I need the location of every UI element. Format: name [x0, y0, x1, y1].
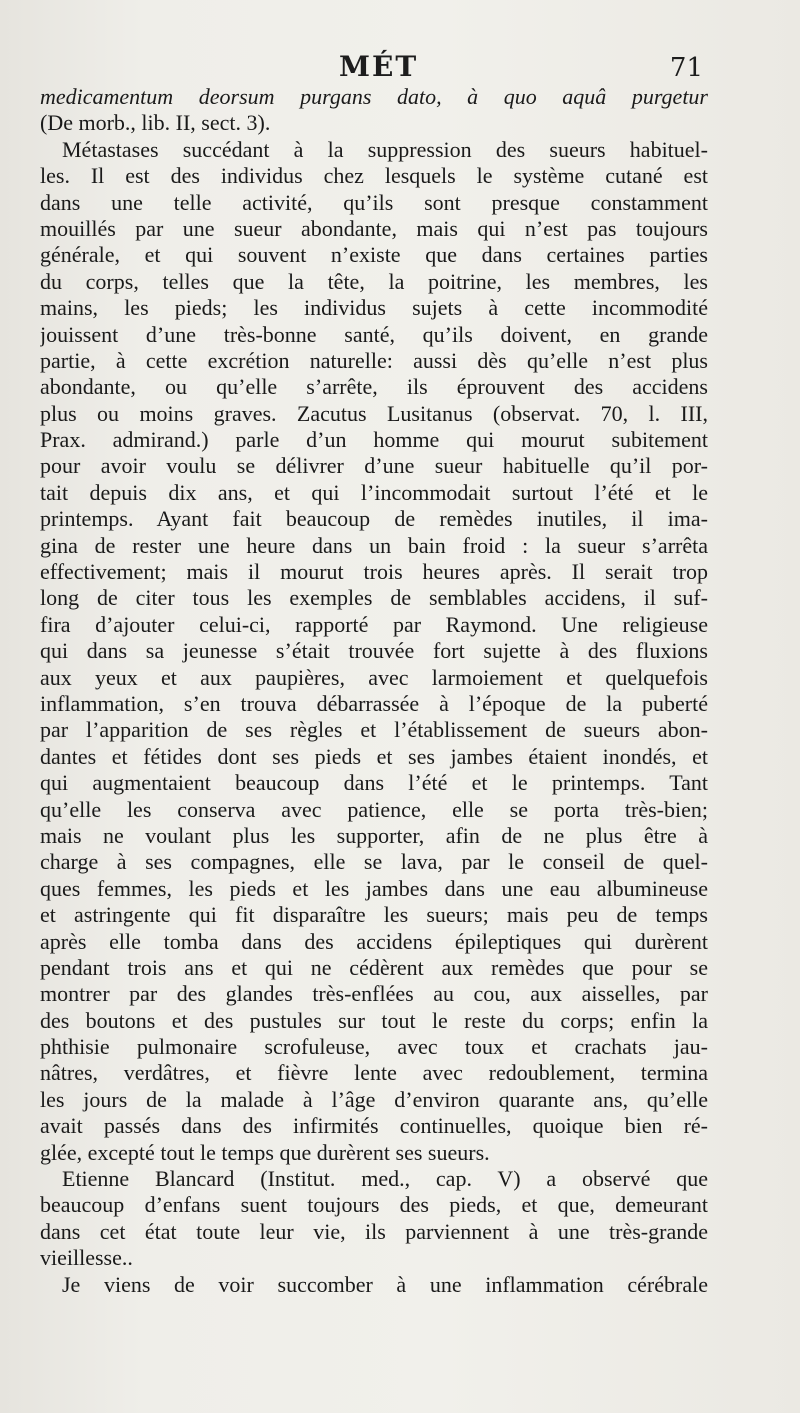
text-line: tait depuis dix ans, et qui l’incommodait surtout l’été et le	[40, 479, 708, 505]
text-line: beaucoup d’enfans suent toujours des pieds, et que, demeurant	[40, 1192, 708, 1218]
text-line: Prax. admirand.) parle d’un homme qui mourut subitement	[40, 427, 708, 453]
page-header	[0, 50, 800, 86]
text-line: fira d’ajouter celui-ci, rapporté par Raymond. Une religieuse	[40, 611, 708, 637]
text-line: (De morb., lib. II, sect. 3).	[40, 110, 271, 136]
text-line: effectivement; mais il mourut trois heures après. Il serait trop	[40, 559, 708, 585]
text-line: dantes et fétides dont ses pieds et ses jambes étaient inondés, et	[40, 743, 708, 769]
text-line: inflammation, s’en trouva débarrassée à l’époque de la puberté	[40, 690, 708, 716]
text-line: dans une telle activité, qu’ils sont presque constamment	[40, 189, 708, 215]
body-text	[40, 84, 708, 1298]
text-line: Je viens de voir succomber à une inflammation cérébrale	[62, 1271, 708, 1297]
text-line: les. Il est des individus chez lesquels le système cutané est	[40, 163, 708, 189]
text-line: vieillesse..	[40, 1245, 133, 1271]
text-line: ques femmes, les pieds et les jambes dans une eau albumineuse	[40, 875, 708, 901]
text-line: medicamentum deorsum purgans dato, à quo aquâ purgetur	[40, 84, 708, 109]
text-line: phthisie pulmonaire scrofuleuse, avec toux et crachats jau-	[40, 1034, 708, 1060]
text-line: mains, les pieds; les individus sujets à cette incommodité	[40, 295, 708, 321]
text-line: printemps. Ayant fait beaucoup de remèdes inutiles, il ima-	[40, 506, 708, 532]
text-line: mais ne voulant plus les supporter, afin de ne plus être à	[40, 822, 708, 848]
text-line: mouillés par une sueur abondante, mais qui n’est pas toujours	[40, 215, 708, 241]
text-line: pour avoir voulu se délivrer d’une sueur habituelle qu’il por-	[40, 453, 708, 479]
text-line: long de citer tous les exemples de semblables accidens, il suf-	[40, 585, 708, 611]
text-line: jouissent d’une très-bonne santé, qu’ils doivent, en grande	[40, 321, 708, 347]
text-line: du corps, telles que la tête, la poitrine, les membres, les	[40, 268, 708, 294]
text-line: et astringente qui fit disparaître les sueurs; mais peu de temps	[40, 902, 708, 928]
text-line: pendant trois ans et qui ne cédèrent aux remèdes que pour se	[40, 954, 708, 980]
running-head: MÉT	[339, 50, 419, 83]
text-line: charge à ses compagnes, elle se lava, par le conseil de quel-	[40, 849, 708, 875]
text-line: Etienne Blancard (Institut. med., cap. V) a observé que	[62, 1166, 708, 1192]
text-line: montrer par des glandes très-enflées au cou, aux aisselles, par	[40, 981, 708, 1007]
text-line: qui dans sa jeunesse s’était trouvée fort sujette à des fluxions	[40, 638, 708, 664]
text-line: des boutons et des pustules sur tout le reste du corps; enfin la	[40, 1007, 708, 1033]
text-line: qu’elle les conserva avec patience, elle se porta très-bien;	[40, 796, 708, 822]
text-line: nâtres, verdâtres, et fièvre lente avec redoublement, termina	[40, 1060, 708, 1086]
text-line: générale, et qui souvent n’existe que dans certaines parties	[40, 242, 708, 268]
text-line: gina de rester une heure dans un bain froid : la sueur s’arrêta	[40, 532, 708, 558]
text-line: Métastases succédant à la suppression des sueurs habituel-	[62, 136, 708, 162]
text-line: abondante, ou qu’elle s’arrête, ils éprouvent des accidens	[40, 374, 708, 400]
text-line: partie, à cette excrétion naturelle: aussi dès qu’elle n’est plus	[40, 347, 708, 373]
text-line: glée, excepté tout le temps que durèrent ses sueurs.	[40, 1139, 490, 1165]
text-line: avait passés dans des infirmités continuelles, quoique bien ré-	[40, 1113, 708, 1139]
text-line: aux yeux et aux paupières, avec larmoiement et quelquefois	[40, 664, 708, 690]
page-number: 71	[669, 53, 703, 83]
text-line: plus ou moins graves. Zacutus Lusitanus (observat. 70, l. III,	[40, 400, 708, 426]
text-line: après elle tomba dans des accidens épileptiques qui durèrent	[40, 928, 708, 954]
text-line: qui augmentaient beaucoup dans l’été et le printemps. Tant	[40, 770, 708, 796]
text-line: dans cet état toute leur vie, ils parviennent à une très-grande	[40, 1218, 708, 1244]
text-line: les jours de la malade à l’âge d’environ quarante ans, qu’elle	[40, 1086, 708, 1112]
text-line: par l’apparition de ses règles et l’établissement de sueurs abon-	[40, 717, 708, 743]
